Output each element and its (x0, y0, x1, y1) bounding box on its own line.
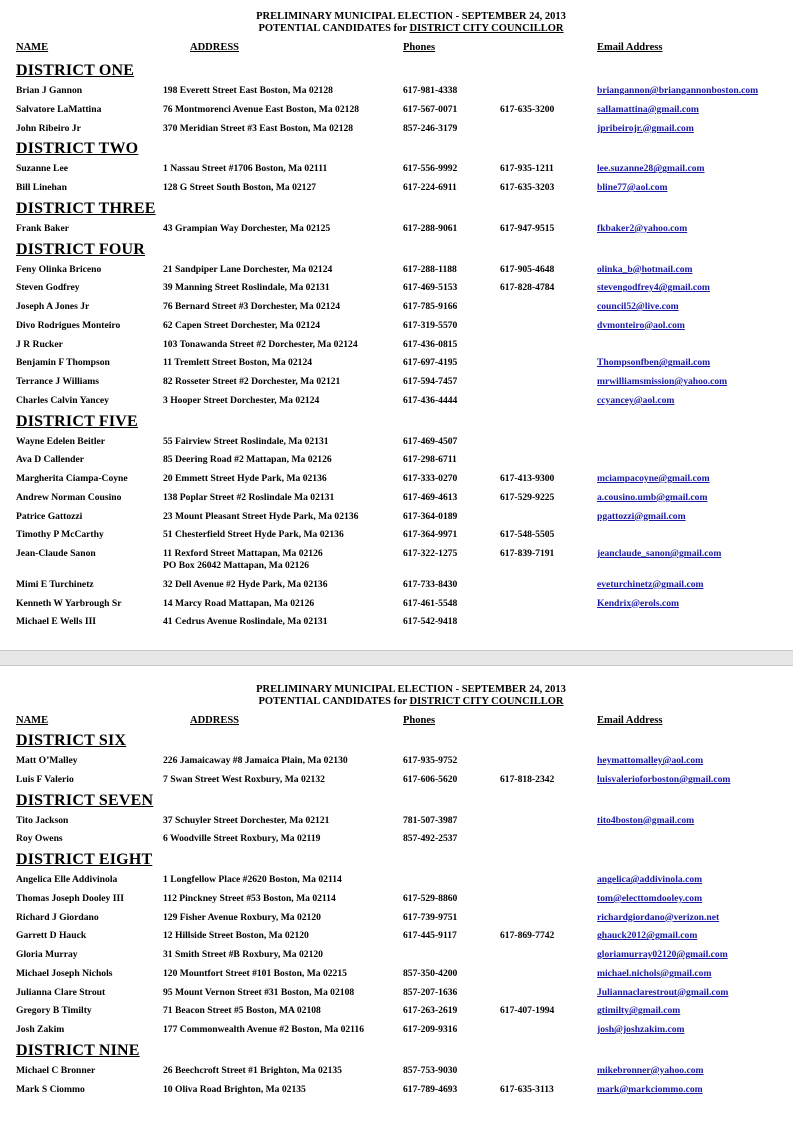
subtitle-prefix: POTENTIAL CANDIDATES for (258, 696, 410, 707)
candidate-name: Thomas Joseph Dooley III (16, 892, 124, 904)
candidate-row (0, 435, 793, 451)
candidate-row (0, 122, 793, 138)
candidate-name: Angelica Elle Addivinola (16, 874, 118, 885)
candidate-email-link[interactable]: heymattomalley@aol.com (597, 755, 704, 766)
candidate-phone-primary: 617-935-9752 (403, 755, 458, 766)
candidate-address: 12 Hillside Street Boston, Ma 02120 (163, 930, 309, 942)
candidate-name: Patrice Gattozzi (16, 510, 83, 522)
candidate-name: Luis F Valerio (16, 773, 74, 785)
column-header-name: NAME (16, 715, 49, 726)
candidate-phone-primary: 857-753-9030 (403, 1064, 458, 1076)
candidate-phone-primary: 617-556-9992 (403, 163, 458, 175)
district-heading: DISTRICT FOUR (16, 240, 145, 258)
column-header-phones: Phones (403, 42, 436, 53)
subtitle-prefix: POTENTIAL CANDIDATES for (258, 23, 410, 34)
candidate-address: 20 Emmett Street Hyde Park, Ma 02136 (163, 473, 327, 484)
candidate-row (0, 967, 793, 983)
candidate-email-link[interactable]: ccyancey@aol.com (597, 394, 675, 406)
candidate-address: 71 Beacon Street #5 Boston, MA 02108 (163, 1005, 321, 1017)
district-heading: DISTRICT TWO (16, 140, 139, 158)
candidate-row (0, 491, 793, 507)
candidate-email-link[interactable]: council52@live.com (597, 301, 679, 312)
candidate-name: Richard J Giordano (16, 911, 99, 923)
candidate-row (0, 773, 793, 789)
candidate-phone-secondary: 617-407-1994 (500, 1005, 555, 1017)
candidate-phone-primary: 617-461-5548 (403, 597, 458, 609)
candidate-email-link[interactable]: ghauck2012@gmail.com (597, 930, 698, 942)
column-header-address: ADDRESS (190, 715, 240, 726)
candidate-row (0, 1064, 793, 1080)
candidate-address: 6 Woodville Street Roxbury, Ma 02119 (163, 833, 321, 845)
candidate-name: Andrew Norman Cousino (16, 491, 122, 503)
candidate-row (0, 510, 793, 526)
candidate-address: 7 Swan Street West Roxbury, Ma 02132 (163, 773, 325, 785)
column-header-email: Email Address (597, 715, 663, 726)
candidate-address: 3 Hooper Street Dorchester, Ma 02124 (163, 394, 320, 406)
candidate-address: 11 Rexford Street Mattapan, Ma 02126 (163, 548, 323, 559)
candidate-address: 112 Pinckney Street #53 Boston, Ma 02114 (163, 892, 336, 904)
candidate-name: Josh Zakim (16, 1024, 65, 1035)
candidate-name: Michael E Wells III (16, 616, 97, 628)
candidate-name: Bill Linehan (16, 182, 67, 193)
candidate-phone-primary: 781-507-3987 (403, 814, 458, 826)
candidate-phone-primary: 617-445-9117 (403, 930, 457, 942)
candidate-address: 14 Marcy Road Mattapan, Ma 02126 (163, 597, 315, 609)
candidate-phone-primary: 857-246-3179 (403, 122, 458, 134)
document-page-2 (0, 666, 793, 1132)
candidate-name: Kenneth W Yarbrough Sr (16, 597, 122, 609)
candidate-phone-secondary: 617-635-3113 (500, 1083, 554, 1095)
candidate-name: Michael C Bronner (16, 1064, 96, 1076)
candidate-email-link[interactable]: sallamattina@gmail.com (597, 103, 699, 115)
candidate-email-link[interactable]: olinka_b@hotmail.com (597, 263, 693, 275)
candidate-name: Brian J Gannon (16, 85, 83, 96)
candidate-address: 370 Meridian Street #3 East Boston, Ma 02128 (163, 122, 354, 134)
candidate-phone-primary: 857-207-1636 (403, 986, 458, 998)
candidate-name: Tito Jackson (16, 814, 69, 826)
candidate-name: Matt O’Malley (16, 755, 78, 766)
candidate-email-link[interactable]: michael.nichols@gmail.com (597, 967, 712, 979)
column-header-phones: Phones (403, 715, 436, 726)
candidate-row (0, 528, 793, 544)
candidate-address: 10 Oliva Road Brighton, Ma 02135 (163, 1083, 306, 1095)
document-title: PRELIMINARY MUNICIPAL ELECTION - SEPTEMBER 24, 2013 (256, 684, 566, 695)
candidate-email-link[interactable]: a.cousino.umb@gmail.com (597, 491, 708, 503)
candidate-row (0, 986, 793, 1002)
candidate-row (0, 814, 793, 830)
candidate-phone-primary: 617-785-9166 (403, 301, 458, 312)
candidate-address: 55 Fairview Street Roslindale, Ma 02131 (163, 435, 329, 447)
candidate-row (0, 181, 793, 197)
candidate-phone-primary: 617-436-0815 (403, 338, 458, 350)
candidate-email-link[interactable]: briangannon@briangannonboston.com (597, 85, 759, 96)
candidate-email-link[interactable]: eveturchinetz@gmail.com (597, 578, 704, 590)
candidate-row (0, 597, 793, 613)
candidate-phone-secondary: 617-413-9300 (500, 473, 555, 484)
candidate-phone-primary: 617-594-7457 (403, 376, 458, 387)
candidate-row (0, 263, 793, 279)
candidate-email-link[interactable]: Kendrix@erols.com (597, 597, 680, 609)
candidate-row (0, 754, 793, 770)
candidate-address: 11 Tremlett Street Boston, Ma 02124 (163, 357, 313, 369)
candidate-row (0, 162, 793, 178)
candidate-email-link[interactable]: lee.suzanne28@gmail.com (597, 163, 705, 175)
candidate-row (0, 1023, 793, 1039)
subtitle-office: DISTRICT CITY COUNCILLOR (409, 23, 564, 34)
candidate-name: Gloria Murray (16, 949, 78, 960)
candidate-name: Gregory B Timilty (16, 1005, 92, 1017)
candidate-name: Michael Joseph Nichols (16, 967, 113, 979)
candidate-phone-primary: 617-789-4693 (403, 1083, 458, 1095)
candidate-phone-primary: 617-436-4444 (403, 394, 458, 406)
candidate-name: Mark S Ciommo (16, 1083, 85, 1095)
candidate-row (0, 615, 793, 631)
candidate-address: 138 Poplar Street #2 Roslindale Ma 02131 (163, 491, 335, 503)
candidate-phone-primary: 617-322-1275 (403, 548, 458, 559)
candidate-email-link[interactable]: josh@joshzakim.com (597, 1024, 685, 1035)
candidate-name: Frank Baker (16, 222, 70, 234)
document-title: PRELIMINARY MUNICIPAL ELECTION - SEPTEMBER 24, 2013 (256, 11, 566, 22)
candidate-row (0, 319, 793, 335)
candidate-row (0, 948, 793, 964)
candidate-row (0, 832, 793, 848)
candidate-email-link[interactable]: stevengodfrey4@gmail.com (597, 282, 710, 294)
district-heading: DISTRICT EIGHT (16, 851, 153, 868)
candidate-name: Feny Olinka Briceno (16, 263, 102, 275)
candidate-phone-secondary: 617-818-2342 (500, 773, 555, 785)
candidate-phone-secondary: 617-529-9225 (500, 491, 555, 503)
column-header-name: NAME (16, 42, 49, 53)
candidate-address: 62 Capen Street Dorchester, Ma 02124 (163, 319, 321, 331)
candidate-name: Joseph A Jones Jr (16, 301, 90, 312)
candidate-row (0, 892, 793, 908)
candidate-email-link[interactable]: tom@electtomdooley.com (597, 892, 703, 904)
candidate-name: Terrance J Williams (16, 376, 99, 387)
candidate-address: 1 Longfellow Place #2620 Boston, Ma 02114 (163, 874, 342, 885)
candidate-phone-primary: 617-364-9971 (403, 529, 458, 541)
candidate-name: Wayne Edelen Beitler (16, 435, 105, 447)
candidate-name: Divo Rodrigues Monteiro (16, 319, 121, 331)
candidate-row (0, 281, 793, 297)
candidate-name: Margherita Ciampa-Coyne (16, 473, 128, 484)
candidate-name: John Ribeiro Jr (16, 122, 81, 134)
candidate-phone-secondary: 617-635-3200 (500, 103, 555, 115)
candidate-name: Julianna Clare Strout (16, 986, 106, 998)
district-heading: DISTRICT SEVEN (16, 791, 154, 809)
candidate-address: 128 G Street South Boston, Ma 02127 (163, 182, 317, 193)
document-subtitle (0, 696, 793, 708)
candidate-row (0, 84, 793, 100)
district-heading: DISTRICT SIX (16, 732, 127, 749)
candidate-name: Ava D Callender (16, 454, 85, 466)
candidate-phone-secondary: 617-935-1211 (500, 163, 554, 175)
candidate-email-link[interactable]: mark@markciommo.com (597, 1083, 703, 1095)
candidate-phone-primary: 617-981-4338 (403, 85, 458, 96)
candidate-phone-secondary: 617-635-3203 (500, 182, 555, 193)
candidate-email-link[interactable]: Juliannaclarestrout@gmail.com (597, 986, 729, 998)
candidate-address: 76 Montmorenci Avenue East Boston, Ma 02128 (163, 103, 360, 115)
candidate-phone-primary: 617-298-6711 (403, 454, 457, 466)
candidate-row (0, 453, 793, 469)
district-heading: DISTRICT NINE (16, 1041, 140, 1059)
candidate-phone-primary: 617-567-0071 (403, 103, 458, 115)
candidate-phone-primary: 617-364-0189 (403, 510, 458, 522)
candidate-phone-secondary: 617-839-7191 (500, 548, 555, 559)
column-header-email: Email Address (597, 42, 663, 53)
district-heading: DISTRICT ONE (16, 62, 135, 79)
candidate-row (0, 929, 793, 945)
candidate-phone-secondary: 617-548-5505 (500, 529, 555, 541)
candidate-email-link[interactable]: mciampacoyne@gmail.com (597, 473, 710, 484)
candidate-address: 31 Smith Street #B Roxbury, Ma 02120 (163, 949, 323, 960)
candidate-phone-primary: 617-209-9316 (403, 1024, 458, 1035)
candidate-email-link[interactable]: bline77@aol.com (597, 182, 668, 193)
candidate-address: 226 Jamaicaway #8 Jamaica Plain, Ma 02130 (163, 755, 348, 766)
candidate-phone-primary: 617-288-9061 (403, 222, 458, 234)
candidate-phone-primary: 857-492-2537 (403, 833, 458, 845)
candidate-address: 37 Schuyler Street Dorchester, Ma 02121 (163, 814, 330, 826)
candidate-email-link[interactable]: gtimilty@gmail.com (597, 1005, 681, 1017)
candidate-phone-primary: 617-469-4507 (403, 435, 458, 447)
candidate-name: Suzanne Lee (16, 163, 68, 175)
candidate-name: J R Rucker (16, 338, 63, 350)
candidate-address: 43 Grampian Way Dorchester, Ma 02125 (163, 222, 331, 234)
document-subtitle (0, 23, 793, 35)
candidate-address: 85 Deering Road #2 Mattapan, Ma 02126 (163, 454, 332, 466)
candidate-email-link[interactable]: richardgiordano@verizon.net (597, 911, 720, 923)
candidate-name: Charles Calvin Yancey (16, 394, 109, 406)
candidate-phone-primary: 617-542-9418 (403, 616, 458, 628)
candidate-email-link[interactable]: mrwilliamsmission@yahoo.com (597, 376, 728, 387)
candidate-name: Jean-Claude Sanon (16, 548, 96, 559)
candidate-address: 198 Everett Street East Boston, Ma 02128 (163, 85, 333, 96)
candidate-address: 23 Mount Pleasant Street Hyde Park, Ma 02136 (163, 510, 359, 522)
candidate-phone-primary: 617-606-5620 (403, 773, 458, 785)
candidate-phone-secondary: 617-828-4784 (500, 282, 555, 294)
candidate-address: 41 Cedrus Avenue Roslindale, Ma 02131 (163, 616, 328, 628)
candidate-email-link[interactable]: fkbaker2@yahoo.com (597, 222, 688, 234)
candidate-email-link[interactable]: Thompsonfben@gmail.com (597, 357, 711, 369)
candidate-address: 95 Mount Vernon Street #31 Boston, Ma 02108 (163, 986, 355, 998)
candidate-row (0, 873, 793, 889)
candidate-name: Garrett D Hauck (16, 930, 87, 942)
candidate-phone-primary: 617-739-9751 (403, 911, 458, 923)
page-break (0, 650, 793, 666)
candidate-name: Roy Owens (16, 833, 63, 845)
candidate-email-link[interactable]: tito4boston@gmail.com (597, 814, 695, 826)
candidate-row (0, 472, 793, 488)
candidate-address: 1 Nassau Street #1706 Boston, Ma 02111 (163, 163, 328, 175)
candidate-address: 129 Fisher Avenue Roxbury, Ma 02120 (163, 911, 321, 923)
candidate-row (0, 375, 793, 391)
candidate-row (0, 222, 793, 238)
candidate-address: 51 Chesterfield Street Hyde Park, Ma 02136 (163, 529, 344, 541)
candidate-phone-primary: 617-288-1188 (403, 263, 457, 275)
candidate-phone-primary: 617-733-8430 (403, 578, 458, 590)
candidate-phone-primary: 617-263-2619 (403, 1005, 458, 1017)
candidate-row (0, 1004, 793, 1020)
candidate-address: 120 Mountfort Street #101 Boston, Ma 02215 (163, 967, 347, 979)
district-heading: DISTRICT FIVE (16, 412, 138, 430)
candidate-row (0, 300, 793, 316)
candidate-name: Timothy P McCarthy (16, 529, 104, 541)
candidate-address: 26 Beechcroft Street #1 Brighton, Ma 02135 (163, 1064, 342, 1076)
candidate-name: Benjamin F Thompson (16, 357, 110, 369)
candidate-address: 103 Tonawanda Street #2 Dorchester, Ma 02124 (163, 338, 358, 350)
candidate-name: Mimi E Turchinetz (16, 578, 94, 590)
candidate-row (0, 547, 793, 571)
candidate-name: Salvatore LaMattina (16, 103, 102, 115)
candidate-phone-primary: 617-697-4195 (403, 357, 458, 369)
candidate-email-link[interactable]: mikebronner@yahoo.com (597, 1064, 704, 1076)
candidate-phone-secondary: 617-905-4648 (500, 263, 555, 275)
candidate-phone-primary: 617-333-0270 (403, 473, 458, 484)
candidate-address: 82 Rosseter Street #2 Dorchester, Ma 02121 (163, 376, 341, 387)
candidate-row (0, 356, 793, 372)
candidate-phone-primary: 857-350-4200 (403, 967, 458, 979)
candidate-phone-primary: 617-319-5570 (403, 319, 458, 331)
candidate-row (0, 394, 793, 410)
candidate-address: 21 Sandpiper Lane Dorchester, Ma 02124 (163, 263, 333, 275)
candidate-email-link[interactable]: gloriamurray02120@gmail.com (597, 949, 728, 960)
candidate-row (0, 578, 793, 594)
candidate-name: Steven Godfrey (16, 282, 80, 294)
candidate-email-link[interactable]: angelica@addivinola.com (597, 874, 703, 885)
candidate-phone-primary: 617-529-8860 (403, 892, 458, 904)
candidate-phone-primary: 617-469-5153 (403, 282, 458, 294)
candidate-phone-primary: 617-224-6911 (403, 182, 457, 193)
candidate-address: 177 Commonwealth Avenue #2 Boston, Ma 02116 (163, 1024, 365, 1035)
candidate-email-link[interactable]: dvmonteiro@aol.com (597, 319, 685, 331)
candidate-row (0, 911, 793, 927)
candidate-address-secondary: PO Box 26042 Mattapan, Ma 02126 (163, 560, 310, 571)
candidate-row (0, 338, 793, 354)
district-heading: DISTRICT THREE (16, 199, 156, 217)
candidate-phone-secondary: 617-869-7742 (500, 930, 555, 942)
candidate-email-link[interactable]: pgattozzi@gmail.com (597, 510, 686, 522)
candidate-email-link[interactable]: jeanclaude_sanon@gmail.com (597, 548, 722, 559)
candidate-phone-primary: 617-469-4613 (403, 491, 458, 503)
candidate-row (0, 1083, 793, 1099)
candidate-address: 39 Manning Street Roslindale, Ma 02131 (163, 282, 330, 294)
column-header-address: ADDRESS (190, 42, 240, 53)
candidate-email-link[interactable]: jpribeirojr.@gmail.com (597, 122, 694, 134)
subtitle-office: DISTRICT CITY COUNCILLOR (409, 696, 564, 707)
candidate-address: 32 Dell Avenue #2 Hyde Park, Ma 02136 (163, 578, 328, 590)
candidate-phone-secondary: 617-947-9515 (500, 222, 555, 234)
candidate-email-link[interactable]: luisvalerioforboston@gmail.com (597, 773, 731, 785)
candidate-row (0, 103, 793, 119)
candidate-address: 76 Bernard Street #3 Dorchester, Ma 02124 (163, 301, 341, 312)
